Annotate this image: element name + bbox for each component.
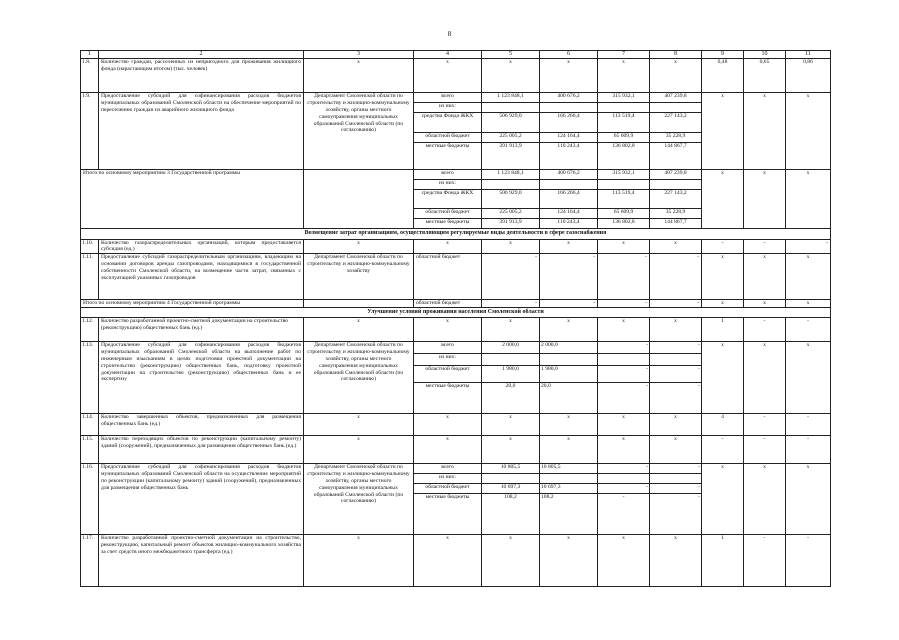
cell-dash: - (598, 484, 649, 494)
empty-cell (304, 300, 414, 308)
cell-x: х (650, 414, 702, 436)
cell-dash: - (786, 414, 831, 436)
total-row (81, 170, 831, 229)
cell-x: х (744, 342, 786, 414)
cell-dash: - (540, 254, 598, 300)
cell-x: х (414, 414, 482, 436)
cell-dash: - (482, 254, 540, 300)
cell-x: х (482, 414, 540, 436)
cell-x: х (414, 318, 482, 342)
cell-value: 144 867,7 (664, 143, 687, 150)
cell-dash: - (744, 239, 786, 254)
cell-dash: - (702, 436, 744, 464)
cell-value: 2 000,0 (540, 342, 597, 354)
row-description: Количество завершенных объектов, предназначенных для размещения общественных бань (ед.) (99, 414, 304, 436)
col5-values (482, 170, 540, 229)
cell-dash: - (744, 318, 786, 342)
cell-dash: - (482, 300, 540, 308)
cell-x: х (702, 170, 744, 229)
cell-value (482, 474, 539, 484)
cell-dash: - (650, 342, 701, 354)
cell-dash: - (786, 318, 831, 342)
row-number: 1.15. (81, 436, 99, 464)
funding-sources (414, 170, 482, 229)
cell-dash: - (698, 494, 700, 501)
funding-sources (414, 464, 482, 535)
col-header: 9 (702, 51, 744, 59)
cell-value: 407 239,8 (650, 170, 701, 180)
cell-x: х (786, 170, 831, 229)
cell-value: 136 802,8 (612, 143, 635, 150)
cell-x: х (786, 93, 831, 170)
cell-value: 225 005,2 (482, 209, 539, 219)
cell-value: 108,2 (504, 494, 517, 501)
cell-dash: - (598, 342, 649, 354)
cell-x: х (786, 464, 831, 535)
cell-dash: - (650, 254, 702, 300)
cell-dash: - (786, 535, 831, 587)
col8-values (650, 464, 702, 535)
cell-x: х (482, 318, 540, 342)
cell-dash: - (650, 464, 701, 474)
col7-values (598, 93, 650, 170)
cell-value: 391 913,9 (499, 143, 522, 150)
row-description: Предоставление субсидий для софинансирования расходов бюджетов муниципальных образований Смоленской области на выполнение работ по инженерным изысканиям в целях подготовки проектной документации на строительство (реконструкцию) общественных бань, подготовку проектной документации на строительство (реконструкцию) общественных бань и ее экспертизу (99, 342, 304, 414)
cell-x: х (304, 239, 414, 254)
cell-x: х (540, 414, 598, 436)
source-label: всего (414, 464, 481, 474)
row-number: 1.12. (81, 318, 99, 342)
cell-x: х (482, 59, 540, 93)
cell-value: 506 929,0 (482, 190, 539, 209)
cell-value (482, 180, 539, 190)
source-label: всего (414, 170, 481, 180)
cell-x: х (540, 436, 598, 464)
table-row (81, 254, 831, 300)
row-description: Предоставление субсидий для софинансирования расходов бюджетов муниципальных образований Смоленской области на обеспечение мероприятий по переселению граждан из аварийного жилищного фонда (99, 93, 304, 170)
page-number: 8 (447, 30, 452, 38)
cell-value: 4 (702, 414, 744, 436)
cell-x: х (744, 300, 786, 308)
cell-value: 166 266,4 (540, 113, 597, 133)
cell-value: 1 (702, 535, 744, 587)
cell-dash: - (786, 436, 831, 464)
cell-dash: - (698, 383, 700, 390)
cell-x: х (304, 535, 414, 587)
cell-value (598, 103, 649, 113)
cell-x: х (598, 59, 650, 93)
cell-x: х (744, 93, 786, 170)
cell-value: 2 000,0 (482, 342, 539, 354)
col-header: 10 (744, 51, 786, 59)
cell-value (598, 180, 649, 190)
cell-x: х (304, 414, 414, 436)
source-label: областной бюджет (414, 300, 482, 308)
cell-value: 400 676,2 (540, 170, 597, 180)
source-label: местные бюджеты (425, 219, 470, 226)
cell-x: х (744, 464, 786, 535)
cell-value: 1 (702, 318, 744, 342)
cell-x: х (702, 300, 744, 308)
col5-values (482, 464, 540, 535)
col-header: 8 (650, 51, 702, 59)
cell-value: 113 519,4 (598, 113, 649, 133)
col6-values (540, 93, 598, 170)
cell-x: х (702, 93, 744, 170)
source-label: местные бюджеты (425, 494, 470, 501)
section-row (81, 229, 831, 239)
cell-value: 391 913,9 (499, 219, 522, 226)
cell-x: х (650, 239, 702, 254)
cell-value: 0,86 (786, 59, 831, 93)
source-label: областной бюджет (414, 133, 481, 143)
cell-value: 1 980,0 (482, 366, 539, 383)
row-number: 1.10. (81, 239, 99, 254)
cell-x: х (598, 239, 650, 254)
cell-dash: - (786, 239, 831, 254)
cell-value: 10 805,5 (540, 464, 597, 474)
cell-value: 110 243,4 (557, 219, 580, 226)
row-executor: Департамент Смоленской области по строительству и жилищно-коммунальному хозяйству, органы местного самоуправления муниципальных образований Смоленской области (по согласованию) (304, 93, 414, 170)
col6-values (540, 170, 598, 229)
cell-value: 136 802,8 (612, 219, 635, 226)
cell-x: х (304, 318, 414, 342)
row-description: Количество граждан, расселенных из непригодного для проживания жилищного фонда (нарастающим итогом) (тыс. человек) (99, 59, 304, 93)
cell-value: 65 609,9 (598, 133, 649, 143)
cell-x: х (744, 254, 786, 300)
cell-x: х (304, 59, 414, 93)
cell-value: 1 123 848,1 (482, 170, 539, 180)
cell-value (650, 103, 701, 113)
col-header: 11 (786, 51, 831, 59)
cell-x: х (786, 300, 831, 308)
cell-value: 108,2 (541, 494, 554, 501)
col-header: 2 (99, 51, 304, 59)
total-label: Итого по основному мероприятию 3 Государственной программы (81, 170, 304, 229)
header-row (81, 51, 831, 59)
program-table (80, 50, 831, 587)
cell-value: 20,0 (541, 383, 551, 390)
col-header: 7 (598, 51, 650, 59)
cell-dash: - (744, 535, 786, 587)
cell-x: х (414, 436, 482, 464)
cell-dash: - (598, 366, 649, 383)
cell-value (540, 180, 597, 190)
col-header: 3 (304, 51, 414, 59)
cell-value: 124 164,4 (540, 209, 597, 219)
section-title: Возмещение затрат организациям, осуществляющим регулируемые виды деятельности в сфере газоснабжения (81, 229, 831, 239)
source-label: областной бюджет (414, 484, 481, 494)
empty-cell (650, 354, 701, 366)
table-row (81, 239, 831, 254)
col8-values (650, 342, 702, 414)
row-executor: Департамент Смоленской области по строительству и жилищно-коммунальному хозяйству (304, 254, 414, 300)
source-label: областной бюджет (414, 254, 482, 300)
cell-x: х (482, 239, 540, 254)
cell-x: х (650, 59, 702, 93)
total-label: Итого по основному мероприятию 4 Государственной программы (81, 300, 304, 308)
cell-value: 20,0 (505, 383, 516, 390)
row-description: Количество разработанной проектно-сметной документации на строительство (реконструкцию) общественных бань (ед.) (99, 318, 304, 342)
cell-x: х (650, 436, 702, 464)
cell-value: 124 164,4 (540, 133, 597, 143)
source-label: местные бюджеты (425, 143, 470, 150)
cell-value: 315 932,1 (598, 93, 649, 103)
table-row (81, 535, 831, 587)
cell-x: х (650, 535, 702, 587)
cell-dash: - (744, 436, 786, 464)
cell-value: 10 805,5 (482, 464, 539, 474)
source-label: средства Фонда ЖКХ (414, 190, 481, 209)
cell-value (650, 180, 701, 190)
cell-x: х (540, 239, 598, 254)
cell-value (540, 354, 597, 366)
row-executor: Департамент Смоленской области по строительству и жилищно-коммунальному хозяйству, органы местного самоуправления муниципальных образований Смоленской области (по согласованию) (304, 342, 414, 414)
source-label: всего (414, 342, 481, 354)
cell-value: 506 929,0 (482, 113, 539, 133)
cell-x: х (598, 414, 650, 436)
section-row (81, 308, 831, 318)
col8-values (650, 170, 702, 229)
cell-value: 225 005,2 (482, 133, 539, 143)
cell-value: 227 143,2 (650, 113, 701, 133)
cell-dash: - (702, 239, 744, 254)
cell-x: х (702, 254, 744, 300)
cell-x: х (744, 170, 786, 229)
row-number: 1.17. (81, 535, 99, 587)
cell-value: 10 697,3 (482, 484, 539, 494)
cell-value (482, 354, 539, 366)
cell-value: 35 228,9 (650, 209, 701, 219)
cell-value: 144 867,7 (664, 219, 687, 226)
cell-value: 1 123 848,1 (482, 93, 539, 103)
cell-dash: - (650, 300, 702, 308)
cell-x: х (414, 535, 482, 587)
source-label: областной бюджет (414, 209, 481, 219)
cell-x: х (786, 254, 831, 300)
empty-cell (304, 170, 414, 229)
row-description: Количество разработанной проектно-сметной документации на строительство, реконструкцию, капитальный ремонт объектов жилищно-коммунального хозяйства за счет средств иного межбюджетного трансферта (ед.) (99, 535, 304, 587)
col-header: 5 (482, 51, 540, 59)
col-header: 6 (540, 51, 598, 59)
row-number: 1.14. (81, 414, 99, 436)
col6-values (540, 342, 598, 414)
cell-dash: - (646, 383, 648, 390)
col5-values (482, 342, 540, 414)
source-label: из них: (414, 103, 481, 113)
cell-value: 113 519,4 (598, 190, 649, 209)
col7-values (598, 170, 650, 229)
col8-values (650, 93, 702, 170)
cell-x: х (540, 535, 598, 587)
cell-value: 1 980,0 (540, 366, 597, 383)
cell-value: 10 697,3 (540, 484, 597, 494)
total-row (81, 300, 831, 308)
cell-x: х (598, 535, 650, 587)
col7-values (598, 464, 650, 535)
row-number: 1.13. (81, 342, 99, 414)
source-label: областной бюджет (414, 366, 481, 383)
cell-x: х (598, 318, 650, 342)
cell-value: 166 266,4 (540, 190, 597, 209)
cell-x: х (414, 239, 482, 254)
source-label: из них: (414, 354, 481, 366)
col-header: 1 (81, 51, 99, 59)
cell-value (482, 103, 539, 113)
cell-value (540, 474, 597, 484)
cell-dash: - (650, 484, 701, 494)
col-header: 4 (414, 51, 482, 59)
source-label: из них: (414, 180, 481, 190)
row-description: Количество газораспределительных организаций, которым предоставляется субсидия (ед.) (99, 239, 304, 254)
cell-dash: - (598, 300, 650, 308)
cell-dash: - (598, 254, 650, 300)
cell-value: 407 239,8 (650, 93, 701, 103)
col5-values (482, 93, 540, 170)
cell-value: 0,65 (744, 59, 786, 93)
cell-value (540, 103, 597, 113)
empty-cell (598, 474, 649, 484)
table-row (81, 414, 831, 436)
col7-values (598, 342, 650, 414)
cell-x: х (482, 535, 540, 587)
source-label: средства Фонда ЖКХ (414, 113, 481, 133)
cell-x: х (540, 318, 598, 342)
row-number: 1.11. (81, 254, 99, 300)
row-number: 1.8. (81, 59, 99, 93)
cell-x: х (304, 436, 414, 464)
cell-x: х (650, 318, 702, 342)
section-title: Улучшение условий проживания населения Смоленской области (81, 308, 831, 318)
cell-x: х (482, 436, 540, 464)
cell-dash: - (598, 464, 649, 474)
table-row (81, 436, 831, 464)
cell-x: х (702, 342, 744, 414)
table-row (81, 464, 831, 535)
cell-x: х (414, 59, 482, 93)
source-label: всего (414, 93, 481, 103)
cell-x: х (702, 464, 744, 535)
cell-dash: - (540, 300, 598, 308)
cell-dash: - (650, 366, 701, 383)
cell-x: х (598, 436, 650, 464)
cell-dash: - (622, 494, 625, 501)
cell-value: 65 609,9 (598, 209, 649, 219)
funding-sources (414, 342, 482, 414)
cell-value: 110 243,4 (557, 143, 580, 150)
cell-value: 400 676,2 (540, 93, 597, 103)
cell-value: 35 228,9 (650, 133, 701, 143)
empty-cell (650, 474, 701, 484)
row-description: Предоставление субсидий газораспределительным организациям, владеющим на основании договоров аренды газопроводами, находящимися в государственной собственности Смоленской области, на возмещение части затрат, связанных с эксплуатацией указанных газопроводов (99, 254, 304, 300)
source-label: местные бюджеты (425, 383, 470, 390)
cell-value: 227 143,2 (650, 190, 701, 209)
col6-values (540, 464, 598, 535)
row-executor: Департамент Смоленской области по строительству и жилищно-коммунальному хозяйству, органы местного самоуправления муниципальных образований Смоленской области (по согласованию) (304, 464, 414, 535)
source-label: из них: (414, 474, 481, 484)
table-row (81, 93, 831, 170)
table-row (81, 59, 831, 93)
cell-value: 0,48 (702, 59, 744, 93)
row-description: Количество переходящих объектов по реконструкции (капитальному ремонту) зданий (сооружений), предназначенных для размещения общественных бань (ед.) (99, 436, 304, 464)
cell-x: х (540, 59, 598, 93)
table-row (81, 318, 831, 342)
funding-sources (414, 93, 482, 170)
row-description: Предоставление субсидий для софинансирования расходов бюджетов муниципальных образований Смоленской области на осуществление мероприятий по реконструкции (капитальному ремонту) зданий (сооружений), предназначенных для размещения общественных бань (99, 464, 304, 535)
cell-value: 315 932,1 (598, 170, 649, 180)
table-row (81, 342, 831, 414)
row-number: 1.16. (81, 464, 99, 535)
cell-dash: - (744, 414, 786, 436)
row-number: 1.9. (81, 93, 99, 170)
empty-cell (598, 354, 649, 366)
cell-x: х (786, 342, 831, 414)
